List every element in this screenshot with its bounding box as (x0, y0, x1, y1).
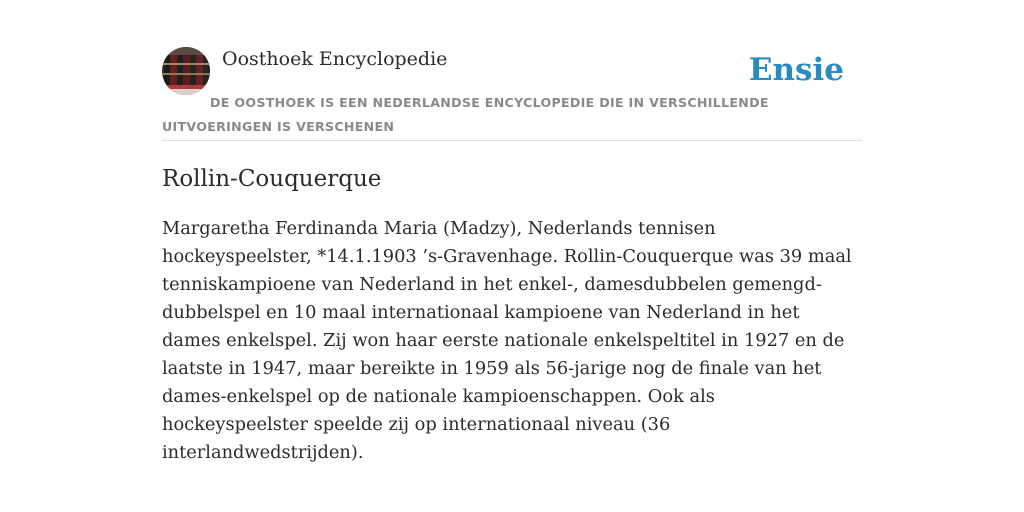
article-body: Margaretha Ferdinanda Maria (Madzy), Nederlands tennisen hockeyspeelster, *14.1.1903 ’s-Gravenhage. Rollin-Couquerque was 39 maal tenniskampioene van Nederland in het enkel-, damesdubbelen gemengd-dubbelspel en 10 maal internationaal kampioene van Nederland in het dames enkelspel. Zij won haar eerste nationale enkelspeltitel in 1927 en de laatste in 1947, maar bereikte in 1959 als 56-jarige nog de finale van het dames-enkelspel op de nationale kampioenschappen. Ook als hockeyspeelster speelde zij op internationaal niveau (36 interlandwedstrijden). (162, 218, 852, 463)
site-title-link[interactable]: Oosthoek Encyclopedie (222, 48, 448, 70)
article-title: Rollin-Couquerque (162, 166, 382, 192)
ensie-logo[interactable]: Ensie (748, 52, 844, 88)
site-header (162, 44, 862, 141)
site-tagline: DE OOSTHOEK IS EEN NEDERLANDSE ENCYCLOPEDIE DIE IN VERSCHILLENDE UITVOERINGEN IS VERSCHENEN (162, 95, 769, 134)
books-image (162, 47, 210, 95)
encyclopedia-books-icon[interactable] (162, 47, 210, 95)
